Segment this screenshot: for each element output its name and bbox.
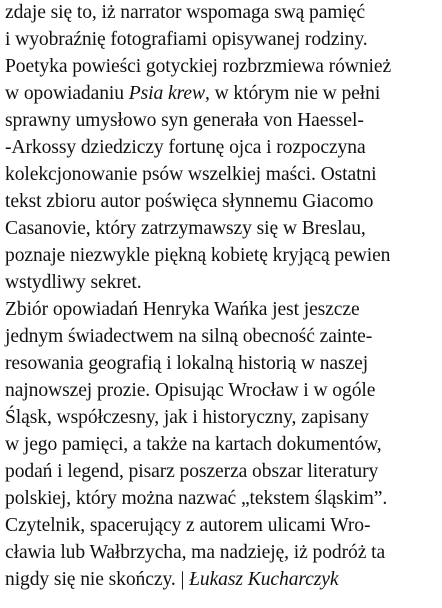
text-line: cławia lub Wałbrzycha, ma nadzieję, iż podróż ta bbox=[5, 542, 386, 563]
story-title: Psia krew bbox=[128, 83, 205, 104]
text-line: nigdy się nie skończy. | Łukasz Kucharczyk bbox=[5, 569, 339, 590]
text-line: polskiej, który można nazwać „tekstem śląskim”. bbox=[5, 488, 388, 509]
text-line: najnowszej prozie. Opisując Wrocław i w ogóle bbox=[5, 380, 376, 401]
text-line: w jego pamięci, a także na kartach dokumentów, bbox=[5, 434, 382, 455]
text-line: resowania geografią i lokalną historią w naszej bbox=[5, 353, 369, 374]
text-line: i wyobraźnię fotografiami opisywanej rodziny. bbox=[5, 29, 368, 50]
text-line: zdaje się to, iż narrator wspomaga swą pamięć bbox=[5, 2, 366, 23]
text-line: wstydliwy sekret. bbox=[5, 272, 142, 293]
text-line: poznaje niezwykle piękną kobietę kryjącą pewien bbox=[5, 245, 391, 266]
text-line: -Arkossy dziedziczy fortunę ojca i rozpoczyna bbox=[5, 137, 366, 158]
author-signature: Łukasz Kucharczyk bbox=[189, 569, 339, 590]
text-line: jednym świadectwem na silną obecność zainte- bbox=[5, 326, 373, 347]
text-line: Czytelnik, spacerujący z autorem ulicami Wro- bbox=[5, 515, 371, 536]
text-line: Poetyka powieści gotyckiej rozbrzmiewa również bbox=[5, 56, 392, 77]
text-line: Casanovie, który zatrzymawszy się w Breslau, bbox=[5, 218, 366, 239]
text-line: tekst zbioru autor poświęca słynnemu Giacomo bbox=[5, 191, 374, 212]
text-line: podań i legend, pisarz poszerza obszar literatury bbox=[5, 461, 379, 482]
text-line: sprawny umysłowo syn generała von Haessel- bbox=[5, 110, 364, 131]
text-line: Zbiór opowiadań Henryka Wańka jest jeszcze bbox=[5, 299, 360, 320]
text-line: kolekcjonowanie psów wszelkiej maści. Ostatni bbox=[5, 164, 377, 185]
text-line: w opowiadaniu Psia krew, w którym nie w pełni bbox=[5, 83, 381, 104]
text-line: Śląsk, współczesny, jak i historyczny, zapisany bbox=[5, 407, 369, 428]
